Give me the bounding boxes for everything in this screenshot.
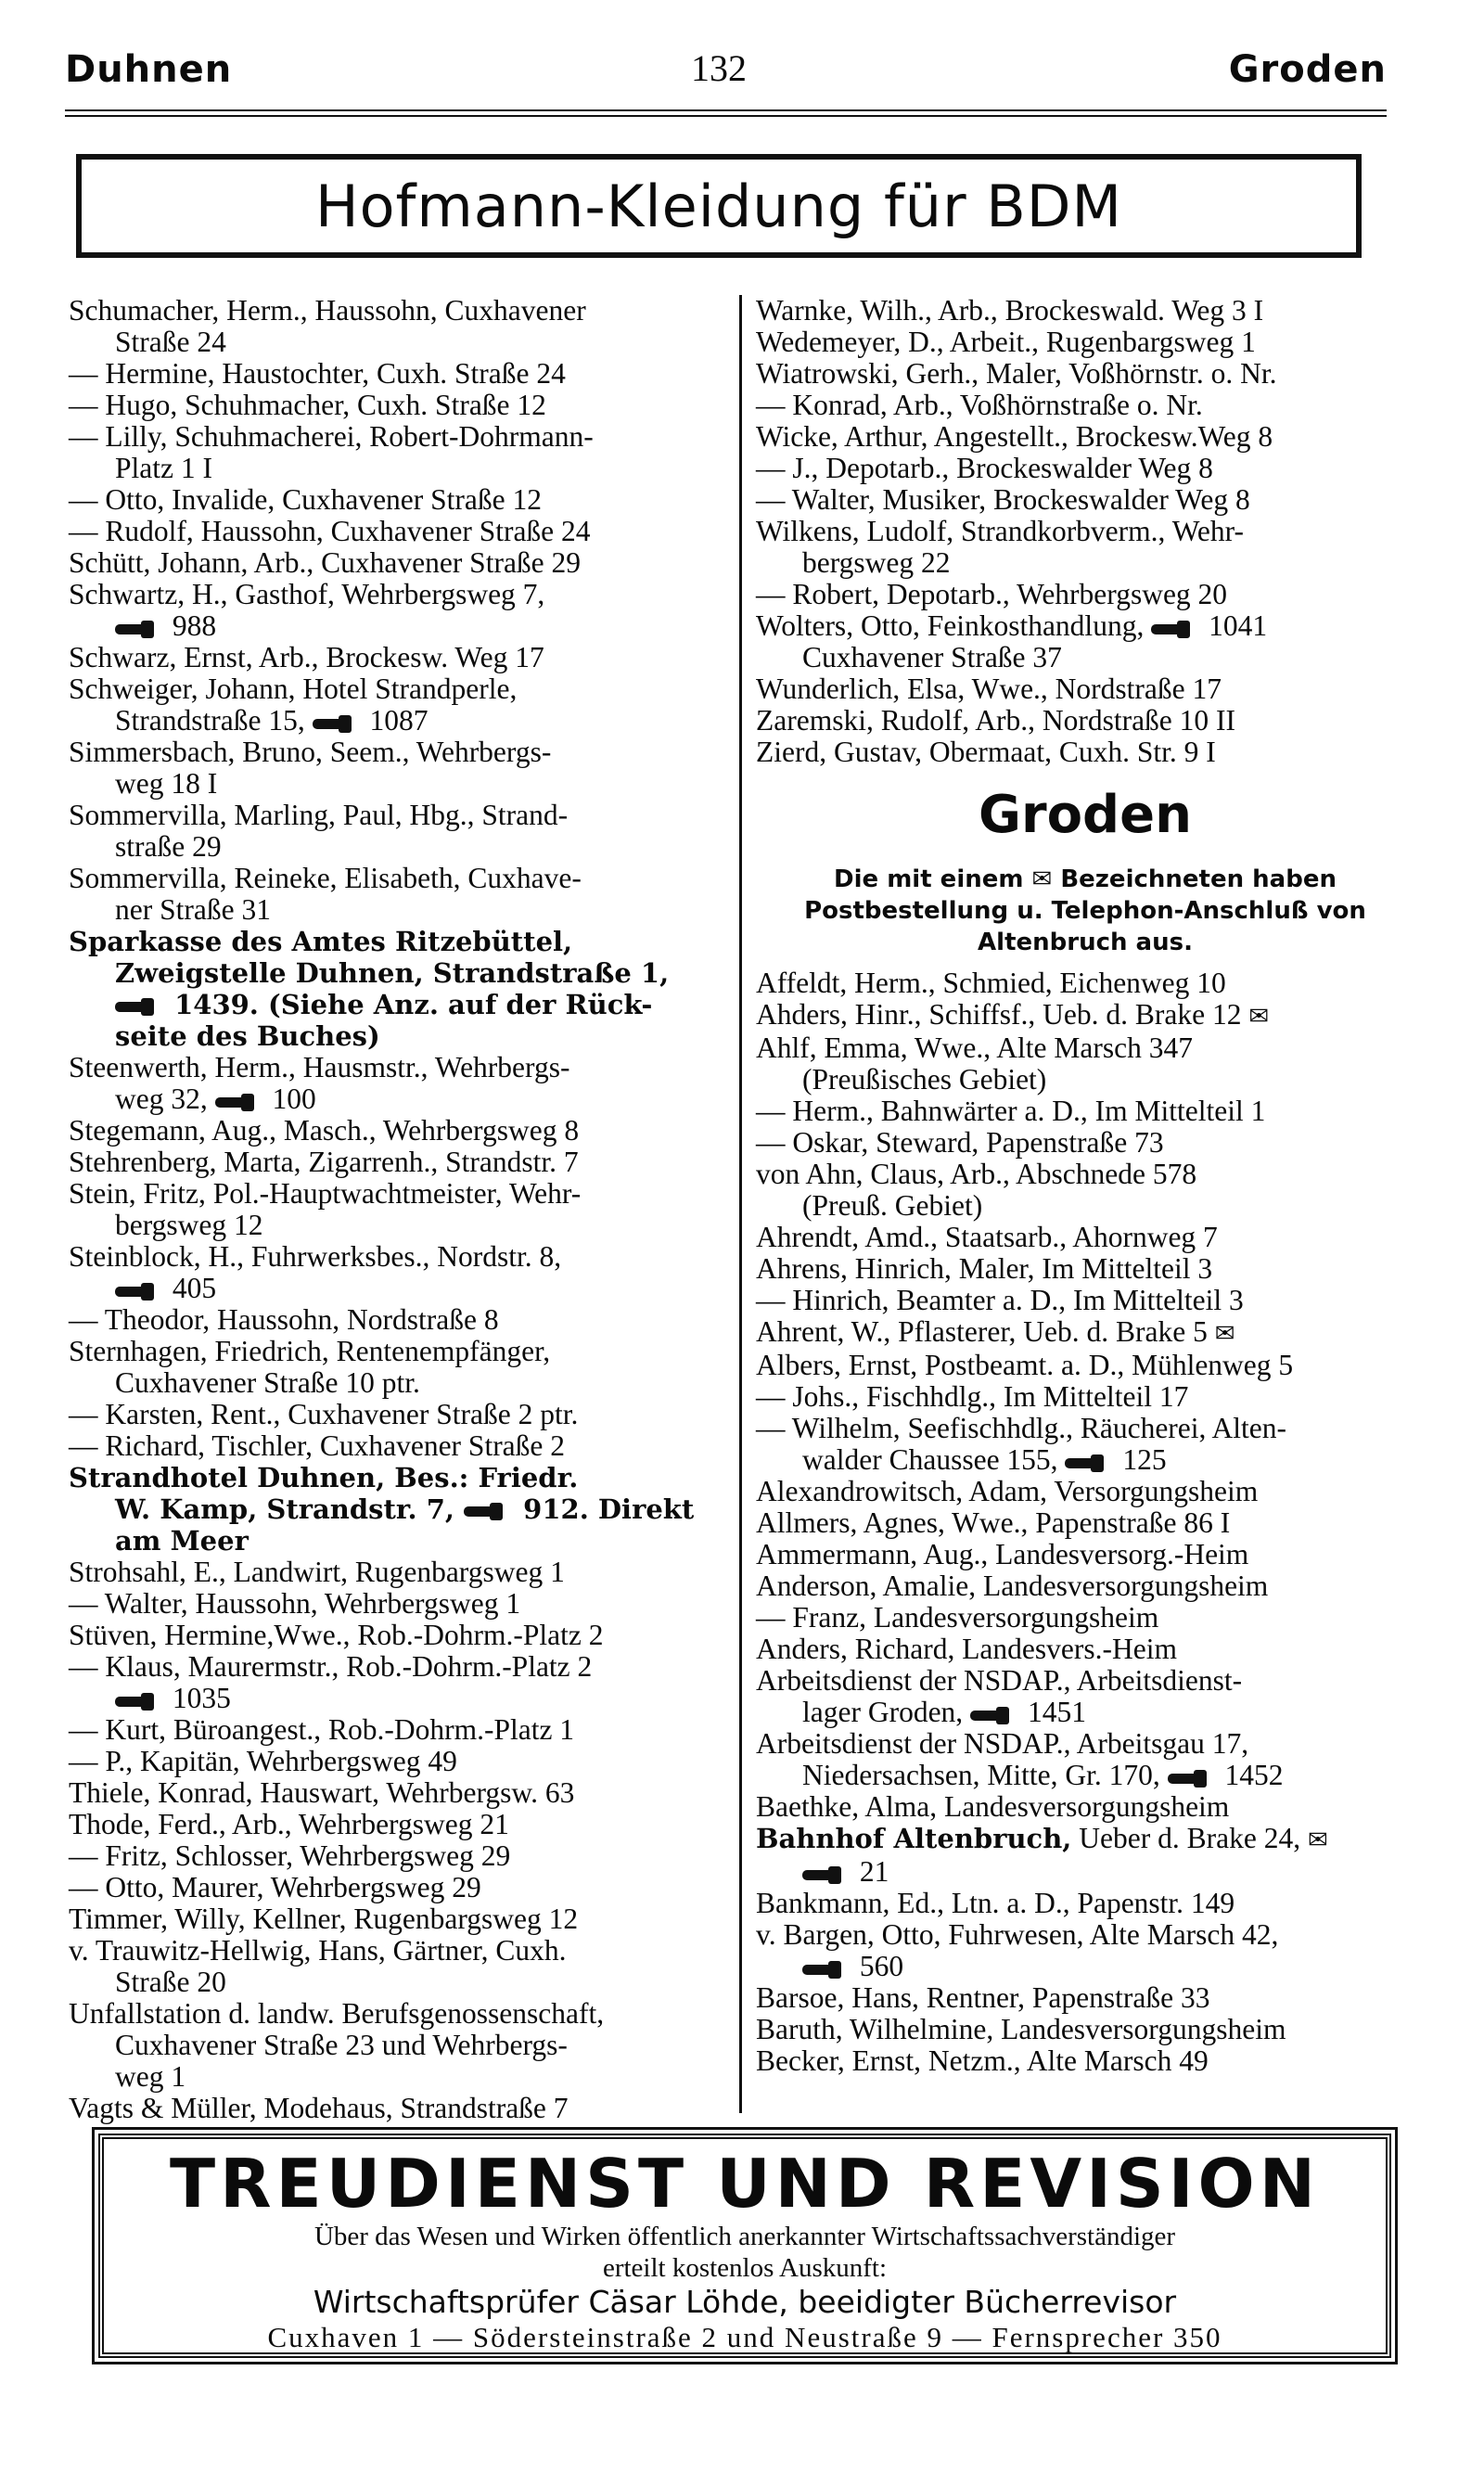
- directory-entry: [756, 579, 1414, 610]
- entry-continuation-line: Platz 1 I: [115, 452, 212, 484]
- header-rule-1: [65, 109, 1387, 111]
- entry-line: — J., Depotarb., Brockeswalder Weg 8: [756, 452, 1213, 484]
- directory-entry: [756, 1823, 1414, 1888]
- entry-line: Unfallstation d. landw. Berufsgenossenschaft,: [69, 1997, 605, 2030]
- entry-continuation-line: Cuxhavener Straße 10 ptr.: [115, 1366, 420, 1399]
- directory-entry: [69, 484, 725, 516]
- entry-line: — Herm., Bahnwärter a. D., Im Mittelteil 1: [756, 1095, 1266, 1127]
- telephone-icon: [802, 1866, 847, 1883]
- directory-entry: [69, 547, 725, 579]
- directory-entry: [756, 1413, 1414, 1476]
- entry-line: — Hugo, Schuhmacher, Cuxh. Straße 12: [69, 389, 546, 421]
- directory-entry: [69, 1872, 725, 1903]
- entry-line: Ahlf, Emma, Wwe., Alte Marsch 347: [756, 1032, 1193, 1064]
- header-left-place: Duhnen: [65, 48, 233, 91]
- entry-continuation-line: W. Kamp, Strandstr. 7, 912. Direkt: [115, 1493, 695, 1525]
- entry-line: Wiatrowski, Gerh., Maler, Voßhörnstr. o. Nr.: [756, 357, 1277, 390]
- entry-line: — Walter, Musiker, Brockeswalder Weg 8: [756, 483, 1250, 516]
- entry-line: Simmersbach, Bruno, Seem., Wehrbergs-: [69, 736, 552, 768]
- directory-entry: [756, 1222, 1414, 1253]
- directory-entry: [69, 1777, 725, 1809]
- right-column: [756, 295, 1414, 2077]
- entry-line: — Richard, Tischler, Cuxhavener Straße 2: [69, 1429, 566, 1462]
- column-divider: [739, 295, 742, 2113]
- directory-entry: [69, 579, 725, 642]
- entry-line: Barsoe, Hans, Rentner, Papenstraße 33: [756, 1981, 1210, 2014]
- entry-line: Steenwerth, Herm., Hausmstr., Wehrbergs-: [69, 1051, 570, 1083]
- directory-entry: [756, 1602, 1414, 1634]
- directory-entry: [756, 1888, 1414, 1919]
- directory-entry: [756, 1476, 1414, 1507]
- telephone-icon: [313, 715, 357, 732]
- entry-line: Arbeitsdienst der NSDAP., Arbeitsdienst-: [756, 1664, 1243, 1697]
- entry-line: Ahrendt, Amd., Staatsarb., Ahornweg 7: [756, 1221, 1218, 1253]
- entry-line: Steinblock, H., Fuhrwerksbes., Nordstr. 8,: [69, 1240, 562, 1273]
- directory-entry: [756, 1127, 1414, 1159]
- directory-entry: [756, 999, 1414, 1032]
- directory-entry: [69, 1903, 725, 1935]
- entry-continuation-line: Cuxhavener Straße 37: [802, 641, 1062, 673]
- entry-continuation-line: 988: [69, 610, 725, 642]
- entry-line: Ahrens, Hinrich, Maler, Im Mittelteil 3: [756, 1252, 1213, 1285]
- entry-line: — Rudolf, Haussohn, Cuxhavener Straße 24: [69, 515, 591, 547]
- directory-entry: [756, 1032, 1414, 1096]
- entry-line: — Fritz, Schlosser, Wehrbergsweg 29: [69, 1839, 511, 1872]
- directory-entry: [69, 295, 725, 358]
- entry-line: — P., Kapitän, Wehrbergsweg 49: [69, 1745, 457, 1777]
- bottom-ad-title: TREUDIENST UND REVISION: [169, 2145, 1321, 2223]
- right-entries-groden: [756, 967, 1414, 2077]
- telephone-icon: [115, 1693, 160, 1710]
- directory-entry: [69, 1147, 725, 1178]
- entry-continuation-line: Strandstraße 15, 1087: [115, 704, 429, 737]
- entry-line: Warnke, Wilh., Arb., Brockeswald. Weg 3 I: [756, 294, 1264, 327]
- directory-entry: [756, 1253, 1414, 1285]
- bottom-ad-line2: Über das Wesen und Wirken öffentlich anerkannter Wirtschaftssachverständiger: [313, 2222, 1176, 2251]
- entry-line: Wilkens, Ludolf, Strandkorbverm., Wehr-: [756, 515, 1244, 547]
- entry-line: Wunderlich, Elsa, Wwe., Nordstraße 17: [756, 673, 1222, 705]
- entry-line: Schwarz, Ernst, Arb., Brockesw. Weg 17: [69, 641, 544, 673]
- bottom-advertisement: [98, 2134, 1391, 2358]
- header-rule-2: [65, 115, 1387, 117]
- telephone-icon: [215, 1094, 260, 1110]
- directory-entry: [756, 484, 1414, 516]
- entry-line: Wolters, Otto, Feinkosthandlung, 1041: [756, 609, 1268, 642]
- directory-entry: [69, 1620, 725, 1651]
- entry-continuation-line: Cuxhavener Straße 23 und Wehrbergs-: [115, 2029, 568, 2061]
- entry-line: — Lilly, Schuhmacherei, Robert-Dohrmann-: [69, 420, 594, 453]
- entry-line: — Franz, Landesversorgungsheim: [756, 1601, 1159, 1634]
- directory-entry: [69, 800, 725, 863]
- entry-line: Sommervilla, Marling, Paul, Hbg., Strand-: [69, 799, 569, 831]
- entry-continuation-line: 560: [756, 1951, 1414, 1982]
- entry-line: — Karsten, Rent., Cuxhavener Straße 2 ptr.: [69, 1398, 579, 1430]
- directory-entry: [756, 1159, 1414, 1222]
- directory-entry: [69, 1304, 725, 1336]
- entry-continuation-line: ner Straße 31: [115, 893, 271, 926]
- entry-line: Schumacher, Herm., Haussohn, Cuxhavener: [69, 294, 586, 327]
- directory-entry: [69, 1840, 725, 1872]
- directory-entry: [756, 610, 1414, 673]
- entry-line: Zaremski, Rudolf, Arb., Nordstraße 10 II: [756, 704, 1236, 737]
- telephone-icon: [115, 1283, 160, 1300]
- directory-entry: [69, 1746, 725, 1777]
- entry-continuation-line: 1035: [69, 1683, 725, 1714]
- telephone-icon: [1168, 1770, 1212, 1787]
- directory-entry: [756, 1096, 1414, 1127]
- entry-line: — Hermine, Haustochter, Cuxh. Straße 24: [69, 357, 566, 390]
- directory-entry: [756, 1350, 1414, 1381]
- page-number: 132: [691, 47, 747, 89]
- entry-line: — Otto, Invalide, Cuxhavener Straße 12: [69, 483, 542, 516]
- directory-entry: [756, 1507, 1414, 1539]
- directory-entry: [756, 1982, 1414, 2014]
- entry-line: — Hinrich, Beamter a. D., Im Mittelteil 3: [756, 1284, 1244, 1316]
- telephone-icon: [115, 998, 160, 1015]
- entry-line: Becker, Ernst, Netzm., Alte Marsch 49: [756, 2044, 1209, 2077]
- directory-entry: [756, 705, 1414, 737]
- bottom-ad-line3: erteilt kostenlos Auskunft:: [602, 2253, 888, 2283]
- entry-line: — Walter, Haussohn, Wehrbergsweg 1: [69, 1587, 521, 1620]
- directory-entry: [69, 1178, 725, 1241]
- directory-entry: [756, 1570, 1414, 1602]
- directory-entry: [69, 673, 725, 737]
- entry-line: Stüven, Hermine,Wwe., Rob.-Dohrm.-Platz 2: [69, 1619, 604, 1651]
- entry-line: Vagts & Müller, Modehaus, Strandstraße 7: [69, 2092, 569, 2124]
- entry-continuation-line: lager Groden, 1451: [802, 1696, 1086, 1728]
- entry-continuation-line: 1439. (Siehe Anz. auf der Rück-: [69, 989, 725, 1020]
- directory-entry: [69, 1714, 725, 1746]
- groden-notice: Die mit einem ✉ Bezeichneten haben Postbestellung u. Telephon-Anschluß von Altenbruch aus.: [804, 865, 1366, 956]
- entry-continuation-line: weg 32, 100: [115, 1083, 316, 1115]
- directory-entry: [756, 516, 1414, 579]
- entry-line: Alexandrowitsch, Adam, Versorgungsheim: [756, 1475, 1259, 1507]
- telephone-icon: [970, 1707, 1015, 1724]
- directory-entry: [69, 1336, 725, 1399]
- directory-entry: [69, 2093, 725, 2124]
- entry-continuation-line: (Preuß. Gebiet): [802, 1189, 983, 1222]
- entry-line: Schwartz, H., Gasthof, Wehrbergsweg 7,: [69, 578, 545, 610]
- left-column: [69, 295, 725, 2124]
- entry-line: Ammermann, Aug., Landesversorg.-Heim: [756, 1538, 1249, 1570]
- post-icon: ✉: [1307, 1826, 1328, 1854]
- entry-line: Bahnhof Altenbruch, Ueber d. Brake 24, ✉: [756, 1822, 1328, 1854]
- entry-continuation-line: Straße 20: [115, 1966, 226, 1998]
- entry-continuation-line: straße 29: [115, 830, 222, 863]
- entry-line: Albers, Ernst, Postbeamt. a. D., Mühlenweg 5: [756, 1349, 1294, 1381]
- groden-section-title: Groden: [979, 785, 1192, 845]
- directory-entry: [756, 1728, 1414, 1791]
- directory-entry: [756, 1919, 1414, 1982]
- entry-line: — Klaus, Maurermstr., Rob.-Dohrm.-Platz 2: [69, 1650, 593, 1683]
- entry-line: Ahrent, W., Pflasterer, Ueb. d. Brake 5 ✉: [756, 1315, 1235, 1348]
- directory-entry: [756, 358, 1414, 390]
- directory-entry: [69, 390, 725, 421]
- directory-entry: [756, 1381, 1414, 1413]
- entry-continuation-line: Zweigstelle Duhnen, Strandstraße 1,: [115, 957, 670, 989]
- entry-line: Thode, Ferd., Arb., Wehrbergsweg 21: [69, 1808, 509, 1840]
- entry-line: Arbeitsdienst der NSDAP., Arbeitsgau 17,: [756, 1727, 1249, 1760]
- directory-entry: [69, 1651, 725, 1714]
- directory-entry: [756, 421, 1414, 453]
- directory-entry: [69, 1935, 725, 1998]
- telephone-icon: [464, 1503, 508, 1519]
- entry-line: Sternhagen, Friedrich, Rentenempfänger,: [69, 1335, 551, 1367]
- directory-entry: [756, 1665, 1414, 1728]
- directory-entry: [756, 967, 1414, 999]
- directory-entry: [69, 1241, 725, 1304]
- entry-continuation-line: walder Chaussee 155, 125: [802, 1443, 1167, 1476]
- directory-entry: [69, 1998, 725, 2093]
- directory-entry: [756, 737, 1414, 768]
- entry-line: Affeldt, Herm., Schmied, Eichenweg 10: [756, 967, 1226, 999]
- directory-entry: [756, 673, 1414, 705]
- entry-line: Schweiger, Johann, Hotel Strandperle,: [69, 673, 518, 705]
- entry-continuation-line: (Preußisches Gebiet): [802, 1063, 1047, 1096]
- directory-entry: [756, 453, 1414, 484]
- entry-line: — Wilhelm, Seefischhdlg., Räucherei, Alten-: [756, 1412, 1287, 1444]
- directory-entry: [756, 327, 1414, 358]
- telephone-icon: [115, 621, 160, 637]
- directory-entry: [69, 1399, 725, 1430]
- directory-entry: [69, 1557, 725, 1588]
- entry-line: Strandhotel Duhnen, Bes.: Friedr.: [69, 1462, 579, 1493]
- directory-entry: [69, 1115, 725, 1147]
- directory-entry: [756, 2045, 1414, 2077]
- entry-continuation-line: weg 18 I: [115, 767, 218, 800]
- directory-entry: [69, 642, 725, 673]
- entry-continuation-line: bergsweg 22: [802, 546, 951, 579]
- post-icon: ✉: [1248, 1003, 1270, 1031]
- directory-entry: [69, 863, 725, 926]
- entry-line: — Robert, Depotarb., Wehrbergsweg 20: [756, 578, 1228, 610]
- directory-entry: [69, 926, 725, 1052]
- entry-line: von Ahn, Claus, Arb., Abschnede 578: [756, 1158, 1197, 1190]
- header-right-place: Groden: [1228, 48, 1387, 91]
- directory-entry: [69, 1052, 725, 1115]
- directory-entry: [756, 1539, 1414, 1570]
- entry-continuation-line: 21: [756, 1856, 1414, 1888]
- entry-line: — Oskar, Steward, Papenstraße 73: [756, 1126, 1164, 1159]
- directory-entry: [756, 390, 1414, 421]
- entry-line: v. Trauwitz-Hellwig, Hans, Gärtner, Cuxh.: [69, 1934, 567, 1967]
- entry-continuation-line: Niedersachsen, Mitte, Gr. 170, 1452: [802, 1759, 1284, 1791]
- entry-line: Ahders, Hinr., Schiffsf., Ueb. d. Brake 12 ✉: [756, 998, 1270, 1031]
- directory-entry: [756, 2014, 1414, 2045]
- entry-line: — Otto, Maurer, Wehrbergsweg 29: [69, 1871, 481, 1903]
- directory-entry: [69, 1462, 725, 1557]
- entry-line: Stegemann, Aug., Masch., Wehrbergsweg 8: [69, 1114, 580, 1147]
- entry-line: Strohsahl, E., Landwirt, Rugenbargsweg 1: [69, 1556, 565, 1588]
- post-icon: ✉: [1214, 1320, 1235, 1348]
- directory-entry: [756, 1634, 1414, 1665]
- entry-line: Stehrenberg, Marta, Zigarrenh., Strandstr. 7: [69, 1146, 579, 1178]
- entry-line: Thiele, Konrad, Hauswart, Wehrbergsw. 63: [69, 1776, 575, 1809]
- entry-line: v. Bargen, Otto, Fuhrwesen, Alte Marsch 42,: [756, 1918, 1279, 1951]
- entry-line: Anders, Richard, Landesvers.-Heim: [756, 1633, 1177, 1665]
- entry-line: Stein, Fritz, Pol.-Hauptwachtmeister, Wehr-: [69, 1177, 582, 1210]
- entry-line: — Kurt, Büroangest., Rob.-Dohrm.-Platz 1: [69, 1713, 575, 1746]
- entry-line: Wicke, Arthur, Angestellt., Brockesw.Weg 8: [756, 420, 1273, 453]
- directory-entry: [69, 1430, 725, 1462]
- entry-line: Sommervilla, Reineke, Elisabeth, Cuxhave-: [69, 862, 582, 894]
- directory-entry: [69, 358, 725, 390]
- entry-line: — Konrad, Arb., Voßhörnstraße o. Nr.: [756, 389, 1203, 421]
- bottom-ad-line4: Wirtschaftsprüfer Cäsar Löhde, beeidigter Bücherrevisor: [313, 2284, 1177, 2320]
- directory-entry: [69, 737, 725, 800]
- entry-continuation-line: weg 1: [115, 2060, 186, 2093]
- entry-line: Baethke, Alma, Landesversorgungsheim: [756, 1790, 1230, 1823]
- directory-entry: [756, 1791, 1414, 1823]
- directory-entry: [756, 1285, 1414, 1316]
- entry-continuation-line: Straße 24: [115, 326, 226, 358]
- entry-continuation-line: seite des Buches): [115, 1020, 380, 1052]
- entry-continuation-line: am Meer: [115, 1525, 249, 1557]
- entry-line: Schütt, Johann, Arb., Cuxhavener Straße 29: [69, 546, 582, 579]
- entry-line: Sparkasse des Amtes Ritzebüttel,: [69, 926, 573, 957]
- bottom-ad-line5: Cuxhaven 1 — Södersteinstraße 2 und Neustraße 9 — Fernsprecher 350: [267, 2321, 1222, 2353]
- telephone-icon: [1151, 621, 1196, 637]
- directory-entry: [756, 1316, 1414, 1350]
- directory-entry: [756, 295, 1414, 327]
- entry-line: — Johs., Fischhdlg., Im Mittelteil 17: [756, 1380, 1189, 1413]
- top-ad-text: Hofmann-Kleidung für BDM: [314, 172, 1123, 240]
- entry-line: — Theodor, Haussohn, Nordstraße 8: [69, 1303, 499, 1336]
- telephone-icon: [1065, 1454, 1109, 1471]
- entry-continuation-line: 405: [69, 1273, 725, 1304]
- telephone-icon: [802, 1961, 847, 1978]
- entry-line: Baruth, Wilhelmine, Landesversorgungsheim: [756, 2013, 1286, 2045]
- directory-entry: [69, 1809, 725, 1840]
- directory-entry: [69, 516, 725, 547]
- right-entries-top: [756, 295, 1414, 768]
- entry-line: Timmer, Willy, Kellner, Rugenbargsweg 12: [69, 1903, 579, 1935]
- entry-line: Allmers, Agnes, Wwe., Papenstraße 86 I: [756, 1506, 1231, 1539]
- entry-line: Zierd, Gustav, Obermaat, Cuxh. Str. 9 I: [756, 736, 1216, 768]
- entry-line: Bankmann, Ed., Ltn. a. D., Papenstr. 149: [756, 1887, 1235, 1919]
- directory-entry: [69, 421, 725, 484]
- top-advertisement: [76, 154, 1362, 258]
- entry-line: Wedemeyer, D., Arbeit., Rugenbargsweg 1: [756, 326, 1256, 358]
- directory-entry: [69, 1588, 725, 1620]
- entry-line: Anderson, Amalie, Landesversorgungsheim: [756, 1570, 1269, 1602]
- entry-continuation-line: bergsweg 12: [115, 1209, 263, 1241]
